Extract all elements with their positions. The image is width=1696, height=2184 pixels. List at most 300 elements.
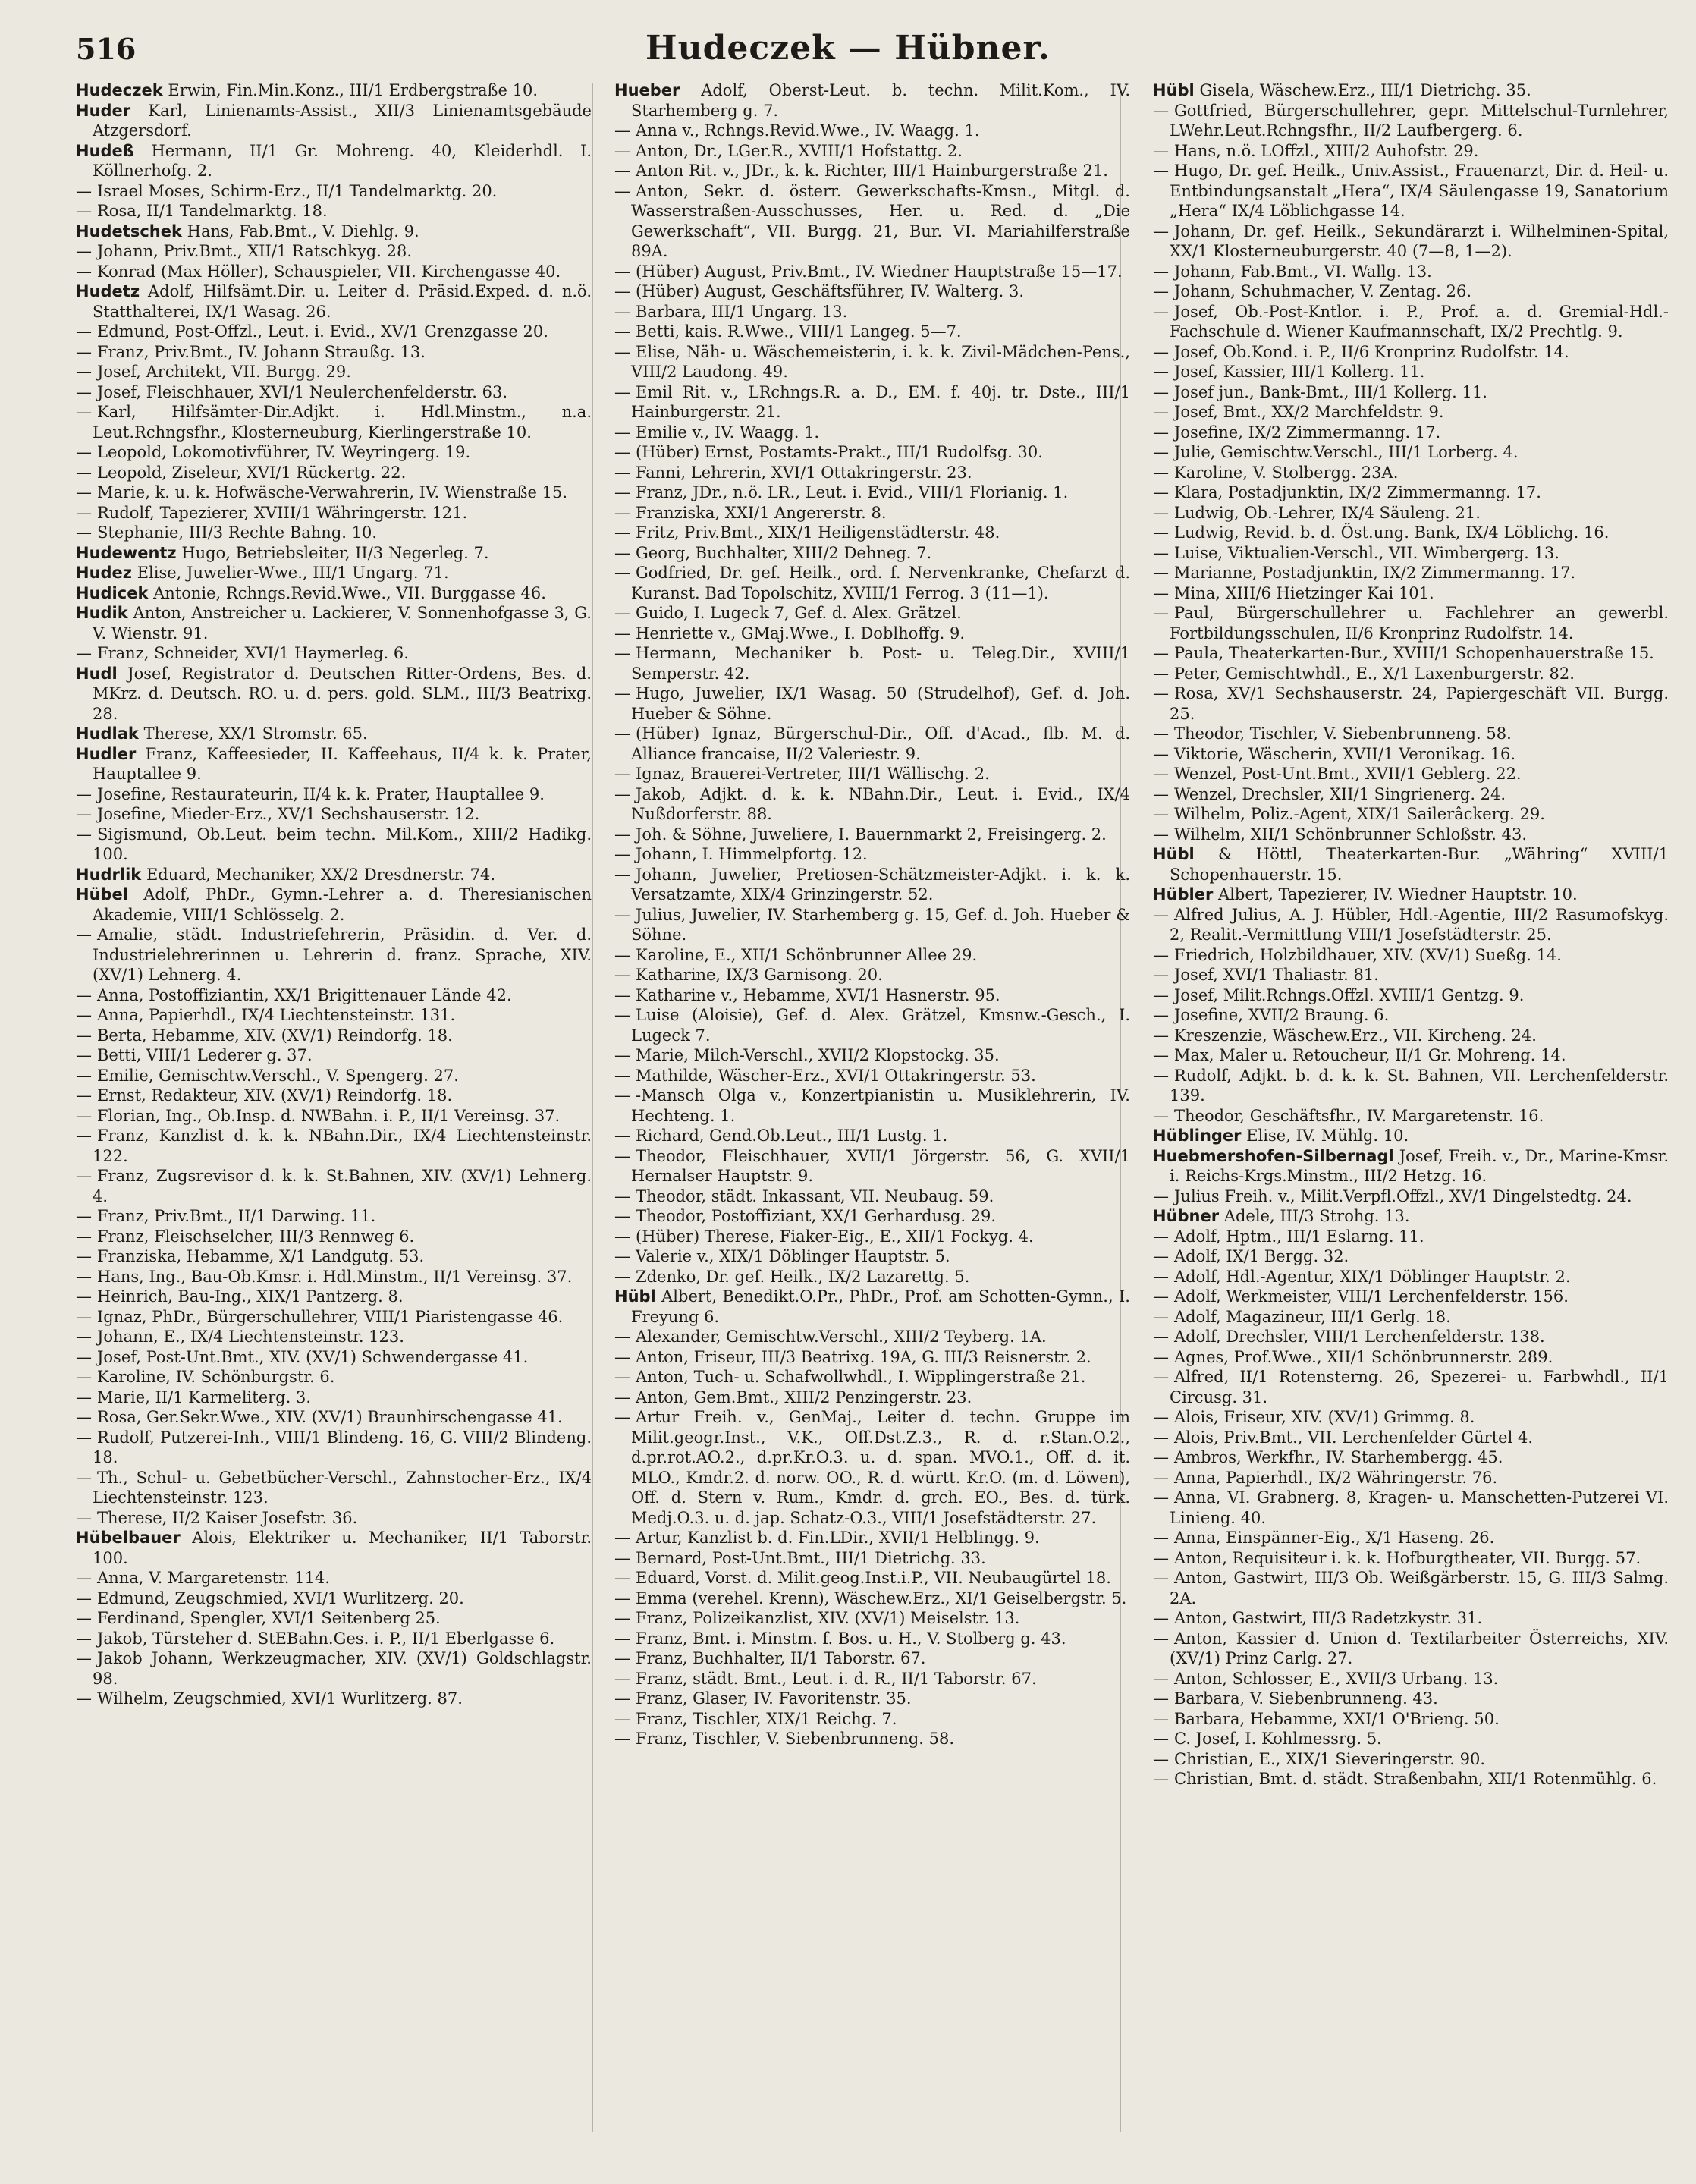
- directory-entry: [76, 382, 592, 403]
- directory-entry: [614, 683, 1130, 724]
- entry-surname: Hudicek: [76, 583, 149, 602]
- entry-text: Hugo, Dr. gef. Heilk., Univ.Assist., Frauenarzt, Dir. d. Heil- u. Entbindungsanstalt „Hera“, IX/4 Säulengasse 19, Sanatorium „Hera“ IX/4 Löblichgasse 14.: [1170, 162, 1669, 220]
- entry-text: Betti, VIII/1 Lederer g. 37.: [97, 1046, 313, 1064]
- entry-dash: —: [1153, 162, 1169, 180]
- directory-entry: [76, 503, 592, 523]
- entry-dash: —: [614, 503, 630, 522]
- directory-entry: [1153, 583, 1669, 604]
- directory-entry: [614, 1689, 1130, 1709]
- entry-text: Alfred Julius, A. J. Hübler, Hdl.-Agentie, III/2 Rasumofskyg. 2, Realit.-Vermittlung VIII/1 Josefstädterstr. 25.: [1170, 905, 1669, 944]
- entry-text: Franz, JDr., n.ö. LR., Leut. i. Evid., VIII/1 Florianig. 1.: [636, 483, 1069, 501]
- entry-text: Alfred, II/1 Rotensterng. 26, Spezerei- u. Farbwhdl., II/1 Circusg. 31.: [1170, 1368, 1669, 1406]
- directory-entry: [1153, 683, 1669, 724]
- entry-dash: —: [1153, 423, 1169, 442]
- entry-text: Artur Freih. v., GenMaj., Leiter d. techn. Gruppe im Milit.geogr.Inst., V.K., Off.Dst.Z.3., R. d. r.Stan.O.2., d.pr.rot.AO.2., d.pr.Kr.O.3. u. d. span. MVO.1., Off. d. it. MLO., Kmdr.2. d. norw. OO., R. d. württ. Kr.O. (m. d. Löwen), Off. d. Stern v. Rum., Kmdr. d. grch. EO., Bes. d. türk. Medj.O.3. u. d. jap. Schatz-O.3., VIII/1 Josefstädterstr. 27.: [631, 1408, 1130, 1527]
- directory-entry: [1153, 1629, 1669, 1669]
- entry-text: (Hüber) Ernst, Postamts-Prakt., III/1 Rudolfsg. 30.: [636, 443, 1043, 461]
- entry-text: Albert, Tapezierer, IV. Wiedner Hauptstr. 10.: [1218, 885, 1578, 903]
- entry-text: Anton, Anstreicher u. Lackierer, V. Sonnenhofgasse 3, G. V. Wienstr. 91.: [93, 604, 592, 643]
- entry-dash: —: [1153, 1448, 1169, 1466]
- entry-text: Luise, Viktualien-Verschl., VII. Wimbergerg. 13.: [1174, 543, 1559, 562]
- entry-dash: —: [1153, 1488, 1169, 1507]
- entry-text: Ernst, Redakteur, XIV. (XV/1) Reindorfg. 18.: [97, 1086, 453, 1105]
- entry-dash: —: [1153, 1006, 1169, 1024]
- directory-entry: [614, 624, 1130, 644]
- entry-text: (Hüber) Ignaz, Bürgerschul-Dir., Off. d'Acad., flb. M. d. Alliance francaise, II/2 Valeriestr. 9.: [631, 724, 1130, 763]
- directory-entry: [1153, 1608, 1669, 1629]
- directory-entry: [1153, 1568, 1669, 1608]
- entry-dash: —: [1153, 784, 1169, 803]
- directory-entry: [1153, 141, 1669, 162]
- entry-dash: —: [76, 985, 92, 1004]
- entry-text: Jakob, Adjkt. d. k. k. NBahn.Dir., Leut. i. Evid., IX/4 Nußdorferstr. 88.: [631, 784, 1130, 823]
- entry-dash: —: [614, 845, 630, 863]
- entry-text: Anton, Sekr. d. österr. Gewerkschafts-Kmsn., Mitgl. d. Wasserstraßen-Ausschusses, Her. u. Red. d. „Die Gewerkschaft“, VII. Burgg. 21, Bur. VI. Mariahilferstraße 89A.: [631, 181, 1130, 260]
- directory-entry: [1153, 664, 1669, 684]
- entry-text: Rudolf, Adjkt. b. d. k. k. St. Bahnen, VII. Lerchenfelderstr. 139.: [1170, 1066, 1669, 1105]
- entry-text: Gottfried, Bürgerschullehrer, gepr. Mittelschul-Turnlehrer, LWehr.Leut.Rchngsfhr., II/2 Laufbergerg. 6.: [1170, 101, 1669, 140]
- entry-text: Erwin, Fin.Min.Konz., III/1 Erdbergstraße 10.: [168, 81, 539, 99]
- entry-text: Josef, Kassier, III/1 Kollerg. 11.: [1174, 363, 1425, 381]
- entry-surname: Hübl: [1153, 845, 1195, 863]
- entry-text: Franz, Zugsrevisor d. k. k. St.Bahnen, XIV. (XV/1) Lehnerg. 4.: [93, 1167, 592, 1205]
- entry-text: Franz, Priv.Bmt., II/1 Darwing. 11.: [97, 1207, 376, 1225]
- directory-entry: [1153, 281, 1669, 302]
- directory-entry: [76, 543, 592, 564]
- entry-text: Josef, Freih. v., Dr., Marine-Kmsr. i. Reichs-Krgs.Minstm., III/2 Hetzg. 16.: [1170, 1146, 1669, 1185]
- entry-text: Wenzel, Post-Unt.Bmt., XVII/1 Geblerg. 22.: [1174, 765, 1522, 783]
- entry-dash: —: [614, 1207, 630, 1225]
- entry-dash: —: [1153, 1569, 1169, 1587]
- directory-entry: [614, 1648, 1130, 1669]
- entry-dash: —: [614, 1066, 630, 1085]
- entry-dash: —: [1153, 966, 1169, 984]
- entry-text: Henriette v., GMaj.Wwe., I. Doblhoffg. 9.: [636, 624, 966, 643]
- entry-dash: —: [76, 1167, 92, 1185]
- entry-dash: —: [76, 1046, 92, 1064]
- directory-entry: [1153, 1669, 1669, 1689]
- entry-dash: —: [76, 1428, 92, 1447]
- directory-entry: [614, 523, 1130, 543]
- directory-entry: [614, 1186, 1130, 1207]
- entry-dash: —: [1153, 342, 1169, 361]
- entry-text: Franz, städt. Bmt., Leut. i. d. R., II/1 Taborstr. 67.: [636, 1669, 1037, 1688]
- entry-surname: Hudler: [76, 744, 137, 763]
- entry-dash: —: [614, 825, 630, 844]
- entry-text: Artur, Kanzlist b. d. Fin.LDir., XVII/1 Helblingg. 9.: [636, 1529, 1040, 1547]
- entry-dash: —: [1153, 1749, 1169, 1768]
- entry-text: Agnes, Prof.Wwe., XII/1 Schönbrunnerstr. 289.: [1174, 1347, 1553, 1366]
- entry-text: Leopold, Ziseleur, XVI/1 Rückertg. 22.: [97, 463, 407, 482]
- entry-surname: Hudeß: [76, 141, 134, 160]
- entry-dash: —: [1153, 825, 1169, 844]
- entry-text: Theodor, Geschäftsfhr., IV. Margaretenstr. 16.: [1174, 1106, 1544, 1125]
- entry-dash: —: [76, 1106, 92, 1125]
- entry-text: Valerie v., XIX/1 Döblinger Hauptstr. 5.: [636, 1247, 950, 1265]
- entry-text: & Höttl, Theaterkarten-Bur. „Währing“ XVIII/1 Schopenhauerstr. 15.: [1170, 845, 1669, 884]
- entry-dash: —: [1153, 684, 1169, 702]
- entry-surname: Hudez: [76, 564, 133, 582]
- directory-entry: [76, 1307, 592, 1328]
- entry-text: Josef, Ob.Kond. i. P., II/6 Kronprinz Rudolfstr. 14.: [1174, 342, 1569, 361]
- entry-dash: —: [1153, 604, 1169, 622]
- entry-dash: —: [1153, 1267, 1169, 1286]
- directory-entry: [1153, 1126, 1669, 1146]
- entry-text: Paula, Theaterkarten-Bur., XVIII/1 Schopenhauerstraße 15.: [1174, 644, 1654, 662]
- directory-entry: [1153, 302, 1669, 342]
- entry-text: Franz, Tischler, V. Siebenbrunneng. 58.: [636, 1730, 955, 1748]
- directory-entry: [1153, 905, 1669, 945]
- entry-dash: —: [614, 564, 630, 582]
- entry-dash: —: [614, 443, 630, 461]
- entry-text: Friedrich, Holzbildhauer, XIV. (XV/1) Sueßg. 14.: [1174, 945, 1562, 964]
- entry-text: Edmund, Zeugschmied, XVI/1 Wurlitzerg. 20.: [97, 1589, 464, 1607]
- entry-dash: —: [76, 363, 92, 381]
- directory-entry: [76, 825, 592, 865]
- entry-dash: —: [614, 162, 630, 180]
- entry-text: Theodor, Postoffiziant, XX/1 Gerhardusg. 29.: [636, 1207, 997, 1225]
- directory-entry: [614, 121, 1130, 141]
- directory-entry: [1153, 1428, 1669, 1448]
- directory-entry: [76, 784, 592, 805]
- directory-entry: [614, 563, 1130, 603]
- entry-text: Amalie, städt. Industriefehrerin, Präsidin. d. Ver. d. Industrielehrerinnen u. Lehrerin d. franz. Sprache, XIV. (XV/1) Lehnerg. 4.: [93, 925, 592, 984]
- entry-surname: Hübl: [1153, 81, 1195, 99]
- entry-dash: —: [76, 503, 92, 522]
- entry-dash: —: [1153, 141, 1169, 160]
- entry-text: Antonie, Rchngs.Revid.Wwe., VII. Burggasse 46.: [153, 583, 546, 602]
- entry-dash: —: [614, 1387, 630, 1406]
- directory-entry: [1153, 1246, 1669, 1267]
- entry-text: Ignaz, PhDr., Bürgerschullehrer, VIII/1 Piaristengasse 46.: [97, 1307, 564, 1326]
- entry-text: Anna, Einspänner-Eig., X/1 Haseng. 26.: [1174, 1529, 1495, 1547]
- entry-dash: —: [614, 1569, 630, 1587]
- directory-entry: [76, 1608, 592, 1629]
- entry-dash: —: [76, 1589, 92, 1607]
- entry-dash: —: [1153, 1046, 1169, 1064]
- directory-entry: [1153, 362, 1669, 382]
- directory-entry: [76, 1005, 592, 1026]
- entry-text: Therese, XX/1 Stromstr. 65.: [143, 724, 368, 743]
- entry-text: Johann, E., IX/4 Liechtensteinstr. 123.: [97, 1328, 404, 1346]
- entry-text: Anton, Tuch- u. Schafwollwhdl., I. Wipplingerstraße 21.: [636, 1368, 1086, 1386]
- entry-text: Johann, Dr. gef. Heilk., Sekundärarzt i. Wilhelminen-Spital, XX/1 Klosterneuburgerstr. 40 (7—8, 1—2).: [1170, 222, 1669, 260]
- directory-entry: [614, 724, 1130, 764]
- directory-entry: [614, 1729, 1130, 1749]
- directory-entry: [1153, 80, 1669, 101]
- entry-surname: Hüblinger: [1153, 1127, 1242, 1145]
- directory-entry: [76, 1367, 592, 1387]
- entry-dash: —: [614, 1186, 630, 1205]
- directory-entry: [1153, 423, 1669, 443]
- directory-entry: [76, 1227, 592, 1247]
- entry-text: Marie, Milch-Verschl., XVII/2 Klopstockg. 35.: [636, 1046, 1000, 1064]
- entry-surname: Hudrlik: [76, 865, 142, 884]
- entry-dash: —: [76, 382, 92, 401]
- entry-text: Franz, Tischler, XIX/1 Reichg. 7.: [636, 1709, 897, 1728]
- entry-dash: —: [1153, 463, 1169, 482]
- entry-text: Rosa, Ger.Sekr.Wwe., XIV. (XV/1) Braunhirschengasse 41.: [97, 1408, 563, 1426]
- entry-text: Hugo, Betriebsleiter, II/3 Negerleg. 7.: [181, 543, 489, 562]
- directory-entry: [76, 1468, 592, 1508]
- directory-entry: [1153, 1066, 1669, 1106]
- entry-text: Betti, kais. R.Wwe., VIII/1 Langeg. 5—7.: [636, 322, 962, 341]
- entry-dash: —: [614, 1347, 630, 1366]
- entry-dash: —: [1153, 1629, 1169, 1648]
- entry-dash: —: [76, 644, 92, 662]
- directory-entry: [614, 1206, 1130, 1227]
- directory-entry: [1153, 442, 1669, 463]
- entry-text: Josef, Bmt., XX/2 Marchfeldstr. 9.: [1174, 403, 1444, 421]
- entry-surname: Hudewentz: [76, 543, 177, 562]
- entry-dash: —: [614, 523, 630, 542]
- directory-entry: [76, 1629, 592, 1649]
- directory-entry: [76, 1267, 592, 1287]
- entry-text: Anton, Dr., LGer.R., XVIII/1 Hofstattg. 2.: [636, 141, 963, 160]
- entry-dash: —: [614, 1689, 630, 1708]
- entry-dash: —: [76, 483, 92, 501]
- directory-entry: [1153, 482, 1669, 503]
- entry-dash: —: [1153, 282, 1169, 300]
- entry-dash: —: [614, 1529, 630, 1547]
- entry-text: Johann, Priv.Bmt., XII/1 Ratschkyg. 28.: [97, 242, 412, 260]
- entry-dash: —: [614, 463, 630, 482]
- directory-entry: [1153, 523, 1669, 543]
- directory-entry: [1153, 402, 1669, 423]
- entry-text: Franz, Kaffeesieder, II. Kaffeehaus, II/4 k. k. Prater, Hauptallee 9.: [93, 744, 592, 783]
- directory-entry: [1153, 262, 1669, 282]
- entry-text: Luise (Aloisie), Gef. d. Alex. Grätzel, Kmsnw.-Gesch., I. Lugeck 7.: [631, 1006, 1130, 1045]
- entry-text: Joh. & Söhne, Juweliere, I. Bauernmarkt 2, Freisingerg. 2.: [636, 825, 1107, 844]
- entry-text: Stephanie, III/3 Rechte Bahng. 10.: [97, 523, 378, 542]
- directory-entry: [614, 1709, 1130, 1730]
- directory-entry: [1153, 643, 1669, 664]
- entry-text: Anna, Papierhdl., IX/4 Liechtensteinstr. 131.: [97, 1006, 456, 1024]
- entry-text: Godfried, Dr. gef. Heilk., ord. f. Nervenkranke, Chefarzt d. Kuranst. Bad Topolschitz, XVIII/1 Ferrog. 3 (11—1).: [631, 564, 1130, 602]
- entry-dash: —: [76, 1066, 92, 1085]
- entry-text: Johann, Juwelier, Pretiosen-Schätzmeister-Adjkt. i. k. k. Versatzamte, XIX/4 Grinzingerstr. 52.: [631, 865, 1130, 903]
- directory-entry: [76, 1246, 592, 1267]
- directory-entry: [614, 844, 1130, 865]
- column-right: [1153, 80, 1669, 2144]
- entry-text: Josef, Architekt, VII. Burgg. 29.: [97, 363, 351, 381]
- directory-entry: [614, 161, 1130, 181]
- directory-entry: [614, 1367, 1130, 1387]
- directory-entry: [1153, 1307, 1669, 1328]
- directory-entry: [614, 965, 1130, 985]
- directory-entry: [1153, 1488, 1669, 1528]
- entry-text: Kreszenzie, Wäschew.Erz., VII. Kircheng. 24.: [1174, 1026, 1537, 1045]
- entry-text: Fanni, Lehrerin, XVI/1 Ottakringerstr. 23.: [636, 463, 972, 482]
- entry-surname: Huebmershofen-Silbernagl: [1153, 1146, 1394, 1165]
- entry-dash: —: [76, 784, 92, 803]
- directory-entry: [76, 1347, 592, 1368]
- entry-text: Wilhelm, XII/1 Schönbrunner Schloßstr. 43.: [1174, 825, 1528, 844]
- entry-dash: —: [76, 1689, 92, 1708]
- entry-dash: —: [614, 765, 630, 783]
- entry-text: Anna, V. Margaretenstr. 114.: [97, 1569, 330, 1587]
- entry-text: Ludwig, Ob.-Lehrer, IX/4 Säuleng. 21.: [1174, 503, 1481, 522]
- entry-text: Heinrich, Bau-Ing., XIX/1 Pantzerg. 8.: [97, 1287, 404, 1306]
- entry-text: Emilie, Gemischtw.Verschl., V. Spengerg. 27.: [97, 1066, 459, 1085]
- entry-text: Johann, Schuhmacher, V. Zentag. 26.: [1174, 282, 1471, 300]
- entry-text: Alois, Priv.Bmt., VII. Lerchenfelder Gürtel 4.: [1174, 1428, 1534, 1447]
- directory-entry: [614, 1227, 1130, 1247]
- entry-text: Th., Schul- u. Gebetbücher-Verschl., Zahnstocher-Erz., IX/4 Liechtensteinstr. 123.: [93, 1468, 592, 1507]
- entry-text: Johann, Fab.Bmt., VI. Wallg. 13.: [1174, 262, 1432, 281]
- entry-text: Anton, Gastwirt, III/3 Ob. Weißgärberstr. 15, G. III/3 Salmg. 2A.: [1170, 1569, 1669, 1607]
- entry-text: Josef, Registrator d. Deutschen Ritter-Ordens, Bes. d. MKrz. d. Deutsch. RO. u. d. pers. gold. SLM., III/3 Beatrixg. 28.: [93, 664, 592, 723]
- entry-dash: —: [76, 1127, 92, 1145]
- entry-text: Bernard, Post-Unt.Bmt., III/1 Dietrichg. 33.: [636, 1548, 986, 1567]
- directory-entry: [1153, 1548, 1669, 1569]
- entry-dash: —: [76, 202, 92, 220]
- entry-dash: —: [1153, 1468, 1169, 1487]
- entry-text: Leopold, Lokomotivführer, IV. Weyringerg. 19.: [97, 443, 471, 461]
- entry-dash: —: [614, 1408, 630, 1426]
- entry-text: Anton, Gastwirt, III/3 Radetzkystr. 31.: [1174, 1609, 1483, 1627]
- entry-text: Johann, I. Himmelpfortg. 12.: [636, 845, 868, 863]
- entry-text: Josefine, IX/2 Zimmermanng. 17.: [1174, 423, 1441, 442]
- entry-text: -Mansch Olga v., Konzertpianistin u. Musiklehrerin, IV. Hechteng. 1.: [631, 1086, 1130, 1125]
- directory-entry: [614, 382, 1130, 423]
- entry-text: Anton Rit. v., JDr., k. k. Richter, III/1 Hainburgerstraße 21.: [636, 162, 1108, 180]
- entry-surname: Hudlak: [76, 724, 139, 743]
- entry-dash: —: [76, 242, 92, 260]
- entry-dash: —: [614, 644, 630, 662]
- directory-entry: [76, 925, 592, 985]
- entry-text: Konrad (Max Höller), Schauspieler, VII. Kirchengasse 40.: [97, 262, 561, 281]
- entry-text: Anton, Kassier d. Union d. Textilarbeiter Österreichs, XIV. (XV/1) Prinz Carlg. 27.: [1170, 1629, 1669, 1667]
- directory-entry: [614, 1005, 1130, 1045]
- entry-dash: —: [1153, 483, 1169, 501]
- entry-dash: —: [614, 1730, 630, 1748]
- entry-dash: —: [76, 403, 92, 421]
- entry-dash: —: [614, 141, 630, 160]
- directory-entry: [614, 442, 1130, 463]
- entry-text: Anton, Requisiteur i. k. k. Hofburgtheater, VII. Burgg. 57.: [1174, 1548, 1641, 1567]
- directory-entry: [76, 603, 592, 643]
- directory-entry: [1153, 825, 1669, 845]
- entry-dash: —: [614, 382, 630, 401]
- directory-entry: [614, 643, 1130, 683]
- entry-text: Josefine, Restaurateurin, II/4 k. k. Prater, Hauptallee 9.: [97, 784, 545, 803]
- entry-text: Peter, Gemischtwhdl., E., X/1 Laxenburgerstr. 82.: [1174, 664, 1575, 683]
- entry-text: Paul, Bürgerschullehrer u. Fachlehrer an gewerbl. Fortbildungsschulen, II/6 Kronprinz Rudolfstr. 14.: [1170, 604, 1669, 643]
- entry-dash: —: [614, 1669, 630, 1688]
- directory-entry: [76, 985, 592, 1006]
- entry-text: Anna, Papierhdl., IX/2 Währingerstr. 76.: [1174, 1468, 1498, 1487]
- entry-text: Jakob, Türsteher d. StEBahn.Ges. i. P., II/1 Eberlgasse 6.: [97, 1629, 555, 1648]
- directory-entry: [1153, 543, 1669, 564]
- directory-entry: [76, 1206, 592, 1227]
- directory-entry: [614, 1568, 1130, 1589]
- entry-dash: —: [1153, 1730, 1169, 1748]
- entry-text: Franz, Buchhalter, II/1 Taborstr. 67.: [636, 1649, 926, 1667]
- entry-dash: —: [76, 1408, 92, 1426]
- directory-entry: [1153, 161, 1669, 222]
- entry-text: Barbara, V. Siebenbrunneng. 43.: [1174, 1689, 1438, 1708]
- entry-surname: Hueber: [614, 81, 680, 99]
- entry-text: Alois, Friseur, XIV. (XV/1) Grimmg. 8.: [1174, 1408, 1475, 1426]
- directory-entry: [76, 181, 592, 202]
- directory-entry: [1153, 563, 1669, 583]
- directory-entry: [614, 1548, 1130, 1569]
- entry-dash: —: [614, 483, 630, 501]
- entry-dash: —: [76, 342, 92, 361]
- entry-text: (Hüber) August, Priv.Bmt., IV. Wiedner Hauptstraße 15—17.: [636, 262, 1123, 281]
- page-number: 516: [76, 32, 137, 66]
- directory-entry: [76, 222, 592, 242]
- entry-text: Rudolf, Putzerei-Inh., VIII/1 Blindeng. 16, G. VIII/2 Blindeng. 18.: [93, 1428, 592, 1466]
- entry-text: Julius, Juwelier, IV. Starhemberg g. 15, Gef. d. Joh. Hueber & Söhne.: [631, 905, 1130, 944]
- entry-text: Hermann, II/1 Gr. Mohreng. 40, Kleiderhdl. I. Köllnerhofg. 2.: [93, 141, 592, 180]
- directory-entry: [614, 1387, 1130, 1408]
- entry-dash: —: [76, 1508, 92, 1527]
- entry-dash: —: [1153, 1106, 1169, 1125]
- entry-dash: —: [614, 1629, 630, 1648]
- entry-dash: —: [614, 543, 630, 562]
- directory-entry: [614, 1528, 1130, 1548]
- directory-entry: [614, 1629, 1130, 1649]
- directory-entry: [76, 1287, 592, 1307]
- directory-entry: [1153, 1709, 1669, 1730]
- directory-entry: [614, 1669, 1130, 1689]
- directory-entry: [614, 181, 1130, 262]
- entry-text: Adolf, Werkmeister, VIII/1 Lerchenfelderstr. 156.: [1174, 1287, 1569, 1306]
- directory-entry: [76, 201, 592, 222]
- entry-text: Wilhelm, Zeugschmied, XVI/1 Wurlitzerg. 87.: [97, 1689, 463, 1708]
- directory-entry: [614, 905, 1130, 945]
- entry-text: Marie, k. u. k. Hofwäsche-Verwahrerin, IV. Wienstraße 15.: [97, 483, 568, 501]
- directory-entry: [76, 1528, 592, 1568]
- entry-text: Sigismund, Ob.Leut. beim techn. Mil.Kom., XIII/2 Hadikg. 100.: [93, 825, 592, 863]
- directory-entry: [76, 523, 592, 543]
- directory-entry: [76, 1508, 592, 1529]
- entry-text: Karoline, E., XII/1 Schönbrunner Allee 29.: [636, 945, 978, 964]
- directory-entry: [76, 80, 592, 101]
- entry-dash: —: [614, 1368, 630, 1386]
- entry-text: Adolf, Magazineur, III/1 Gerlg. 18.: [1174, 1307, 1451, 1326]
- directory-entry: [614, 1126, 1130, 1146]
- entry-dash: —: [614, 1649, 630, 1667]
- entry-dash: —: [1153, 1428, 1169, 1447]
- directory-entry: [1153, 1689, 1669, 1709]
- entry-dash: —: [1153, 443, 1169, 461]
- directory-entry: [614, 1347, 1130, 1368]
- entry-dash: —: [614, 604, 630, 622]
- entry-text: Theodor, städt. Inkassant, VII. Neubaug. 59.: [636, 1186, 994, 1205]
- directory-entry: [1153, 1287, 1669, 1307]
- entry-text: Ignaz, Brauerei-Vertreter, III/1 Wällischg. 2.: [636, 765, 990, 783]
- directory-entry: [1153, 1267, 1669, 1287]
- directory-entry: [1153, 804, 1669, 825]
- entry-text: Anna, VI. Grabnerg. 8, Kragen- u. Manschetten-Putzerei VI. Linieng. 40.: [1170, 1488, 1669, 1527]
- entry-dash: —: [1153, 1609, 1169, 1627]
- directory-entry: [1153, 885, 1669, 905]
- directory-entry: [614, 141, 1130, 162]
- directory-entry: [614, 1146, 1130, 1186]
- entry-dash: —: [1153, 302, 1169, 321]
- directory-entry: [1153, 724, 1669, 744]
- entry-dash: —: [76, 443, 92, 461]
- directory-entry: [614, 825, 1130, 845]
- entry-surname: Hudl: [76, 664, 118, 683]
- entry-text: Franz, Glaser, IV. Favoritenstr. 35.: [636, 1689, 912, 1708]
- directory-entry: [614, 281, 1130, 302]
- column-left: [76, 80, 592, 2144]
- entry-text: Emilie v., IV. Waagg. 1.: [636, 423, 820, 442]
